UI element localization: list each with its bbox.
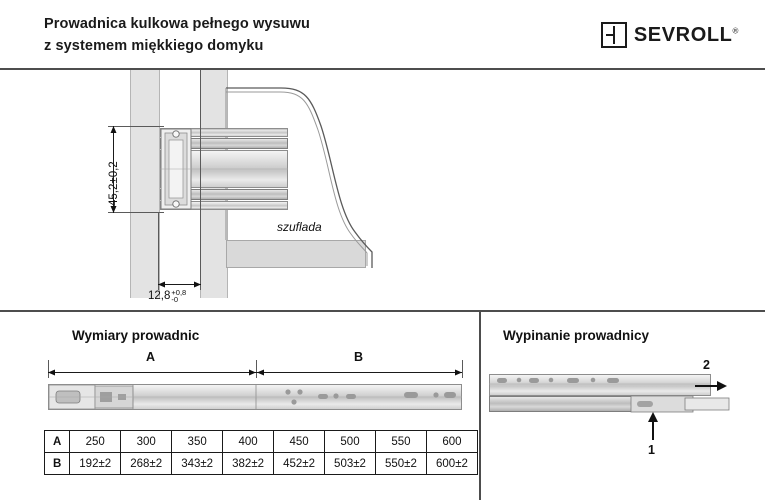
cell-b-1: 268±2	[121, 453, 172, 475]
cell-a-0: 250	[70, 431, 121, 453]
height-dimension-label: 45,2±0,2	[108, 161, 120, 206]
depth-tolerance-minus: -0	[171, 295, 179, 304]
table-row-a	[45, 431, 478, 453]
cell-b-6: 550±2	[375, 453, 426, 475]
depth-dimension-value: 12,8	[148, 290, 171, 303]
cell-a-1: 300	[121, 431, 172, 453]
table-row-b	[45, 453, 478, 475]
cell-b-3: 382±2	[223, 453, 274, 475]
step-label-1: 1	[648, 443, 655, 457]
section-title-release: Wypinanie prowadnicy	[503, 328, 650, 343]
cell-b-0: 192±2	[70, 453, 121, 475]
release-rail-details	[481, 312, 765, 500]
dimension-letter-a: A	[146, 350, 156, 364]
cell-a-5: 500	[325, 431, 376, 453]
row-label-a: A	[45, 431, 70, 453]
brand-logo	[601, 22, 739, 48]
dimension-letter-b: B	[354, 350, 364, 364]
cell-b-2: 343±2	[172, 453, 223, 475]
step-label-2: 2	[703, 358, 710, 372]
logo-wordmark	[634, 24, 739, 47]
drawer-label: szuflada	[277, 220, 322, 234]
cell-b-7: 600±2	[426, 453, 477, 475]
page-title-line-2: z systemem miękkiego domyku	[44, 37, 264, 54]
cell-a-6: 550	[375, 431, 426, 453]
sevroll-mark-icon	[601, 22, 627, 48]
cell-a-2: 350	[172, 431, 223, 453]
page-title	[44, 14, 464, 58]
dimensions-table	[44, 430, 478, 475]
depth-tolerance-plus: +0,8	[171, 288, 187, 297]
dimension-arrows-depth	[0, 70, 765, 310]
registered-trademark-icon: ®	[732, 25, 739, 35]
cell-a-4: 450	[274, 431, 325, 453]
cell-b-5: 503±2	[325, 453, 376, 475]
cell-b-4: 452±2	[274, 453, 325, 475]
cell-a-7: 600	[426, 431, 477, 453]
section-title-dimensions: Wymiary prowadnic	[72, 328, 200, 343]
rail-dimensions-section	[0, 312, 478, 500]
row-label-b: B	[45, 453, 70, 475]
cell-a-3: 400	[223, 431, 274, 453]
depth-dimension-label	[148, 289, 186, 303]
rail-release-section	[481, 312, 765, 500]
cross-section-drawing	[0, 70, 765, 310]
page-title-line-1: Prowadnica kulkowa pełnego wysuwu	[44, 16, 310, 32]
header	[0, 0, 765, 68]
depth-tolerance	[171, 289, 186, 303]
logo-wordmark-text: SEVROLL	[633, 23, 733, 46]
